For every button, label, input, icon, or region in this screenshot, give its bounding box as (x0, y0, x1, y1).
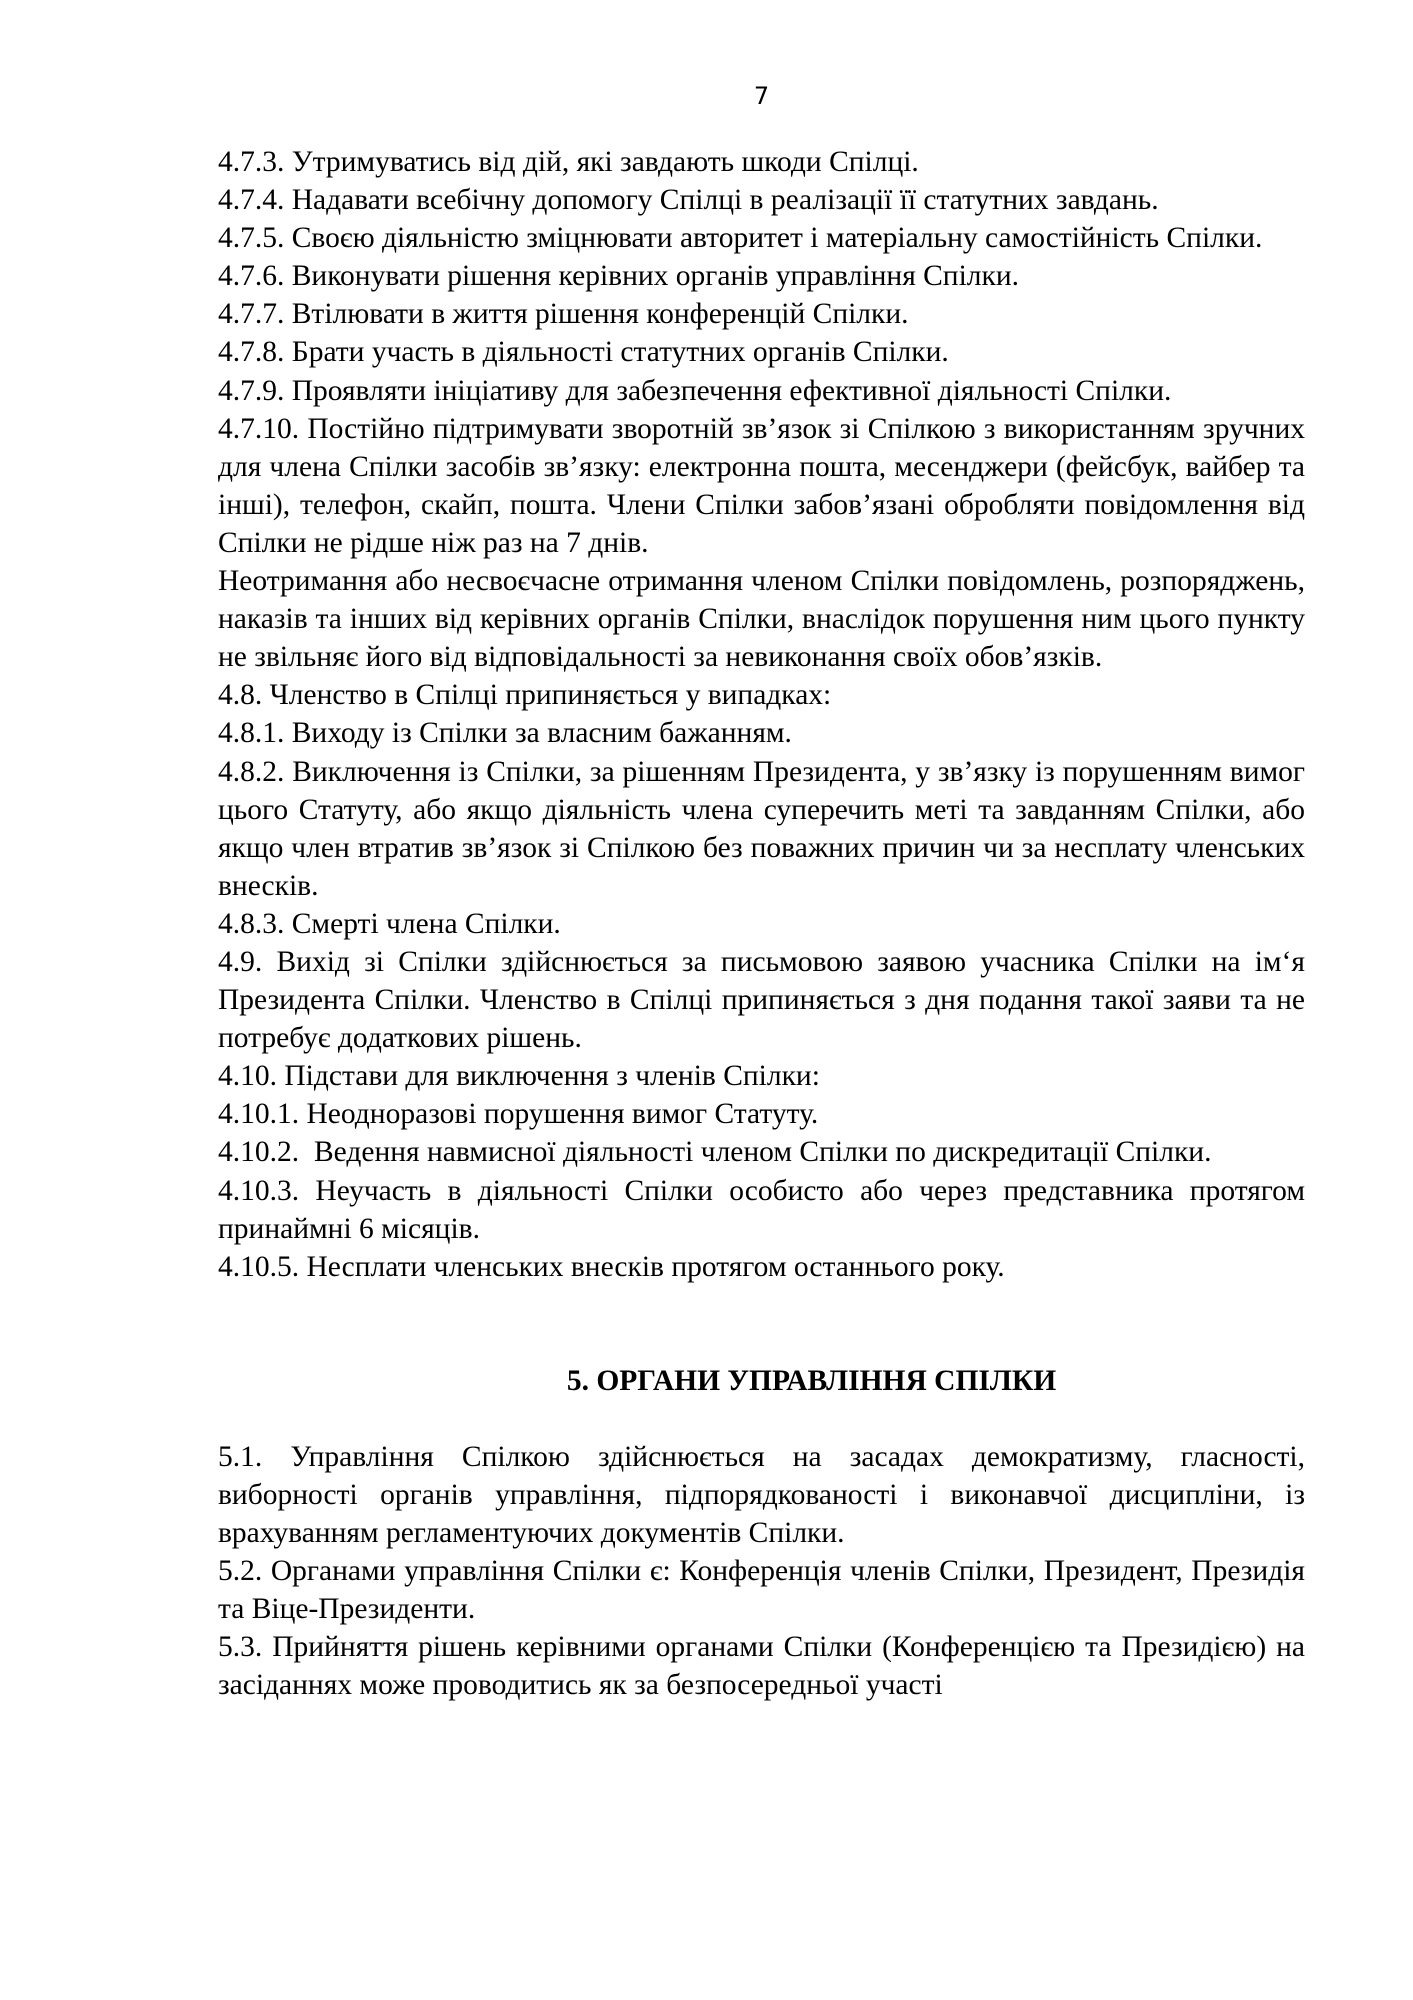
clause-4-9: 4.9. Вихід зі Спілки здійснюється за письмовою заявою учасника Спілки на ім‘я Президента Спілки. Членство в Спілці припиняється з дня подання такої заяви та не потребує додаткових рішень. (218, 945, 1305, 1055)
page-number: 7 (753, 82, 770, 110)
clause-4-8-2: 4.8.2. Виключення із Спілки, за рішенням Президента, у зв’язку із порушенням вимог цього Статуту, або якщо діяльність члена суперечить меті та завданням Спілки, або якщо член втратив зв’язок зі Спілкою без поважних причин чи за несплату членських внесків. (218, 755, 1305, 902)
clause-4-10-2 (218, 1133, 1305, 1171)
clause-4-7-7: 4.7.7. Втілювати в життя рішення конференцій Спілки. (218, 298, 909, 331)
clause-4-10: 4.10. Підстави для виключення з членів Спілки: (218, 1060, 820, 1093)
clause-text: Ведення навмисної діяльності членом Спілки по дискредитації Спілки. (314, 1136, 1212, 1169)
clause-4-8-3: 4.8.3. Смерті члена Спілки. (218, 907, 561, 940)
clause-4-7-9: 4.7.9. Проявляти ініціативу для забезпечення ефективної діяльності Спілки. (218, 374, 1172, 407)
clause-4-7-6: 4.7.6. Виконувати рішення керівних органів управління Спілки. (218, 260, 1020, 293)
clause-4-7-5: 4.7.5. Своєю діяльністю зміцнювати авторитет і матеріальну самостійність Спілки. (218, 222, 1263, 255)
clause-4-7-8: 4.7.8. Брати участь в діяльності статутних органів Спілки. (218, 336, 949, 369)
clause-5-3: 5.3. Прийняття рішень керівними органами Спілки (Конференцією та Президією) на засіданнях може проводитись як за безпосередньої участі (218, 1631, 1305, 1702)
clause-4-7-10: 4.7.10. Постійно підтримувати зворотній зв’язок зі Спілкою з використанням зручних для члена Спілки засобів зв’язку: електронна пошта, месенджери (фейсбук, вайбер та інші), телефон, скайп, пошта. Члени Спілки забов’язані обробляти повідомлення від Спілки не рідше ніж раз на 7 днів. (218, 412, 1305, 559)
clause-5-2: 5.2. Органами управління Спілки є: Конференція членів Спілки, Президент, Президія та Віце-Президенти. (218, 1555, 1305, 1626)
clause-4-7-3: 4.7.3. Утримуватись від дій, які завдають шкоди Спілці. (218, 146, 919, 178)
section-heading: 5. ОРГАНИ УПРАВЛІННЯ СПІЛКИ (566, 1364, 1057, 1397)
clause-4-10-3: 4.10.3. Неучасть в діяльності Спілки особисто або через представника протягом принаймні 6 місяців. (218, 1174, 1305, 1245)
clause-4-8: 4.8. Членство в Спілці припиняється у випадках: (218, 679, 832, 712)
document-body (218, 143, 1305, 1705)
clause-5-1: 5.1. Управління Спілкою здійснюється на засадах демократизму, гласності, виборності органів управління, підпорядкованості і виконавчої дисципліни, із врахуванням регламентуючих документів Спілки. (218, 1440, 1305, 1550)
clause-4-7-4: 4.7.4. Надавати всебічну допомогу Спілці в реалізації її статутних завдань. (218, 184, 1159, 217)
clause-4-8-1: 4.8.1. Виходу із Спілки за власним бажанням. (218, 717, 792, 750)
clause-4-7-10-note: Неотримання або несвоєчасне отримання членом Спілки повідомлень, розпоряджень, наказів та інших від керівних органів Спілки, внаслідок порушення ним цього пункту не звільняє його від відповідальності за невиконання своїх обов’язків. (218, 565, 1305, 674)
clause-number: 4.10.2. (218, 1136, 300, 1169)
clause-4-10-5: 4.10.5. Несплати членських внесків протягом останнього року. (218, 1250, 1005, 1283)
clause-4-10-1: 4.10.1. Неодноразові порушення вимог Статуту. (218, 1098, 819, 1131)
